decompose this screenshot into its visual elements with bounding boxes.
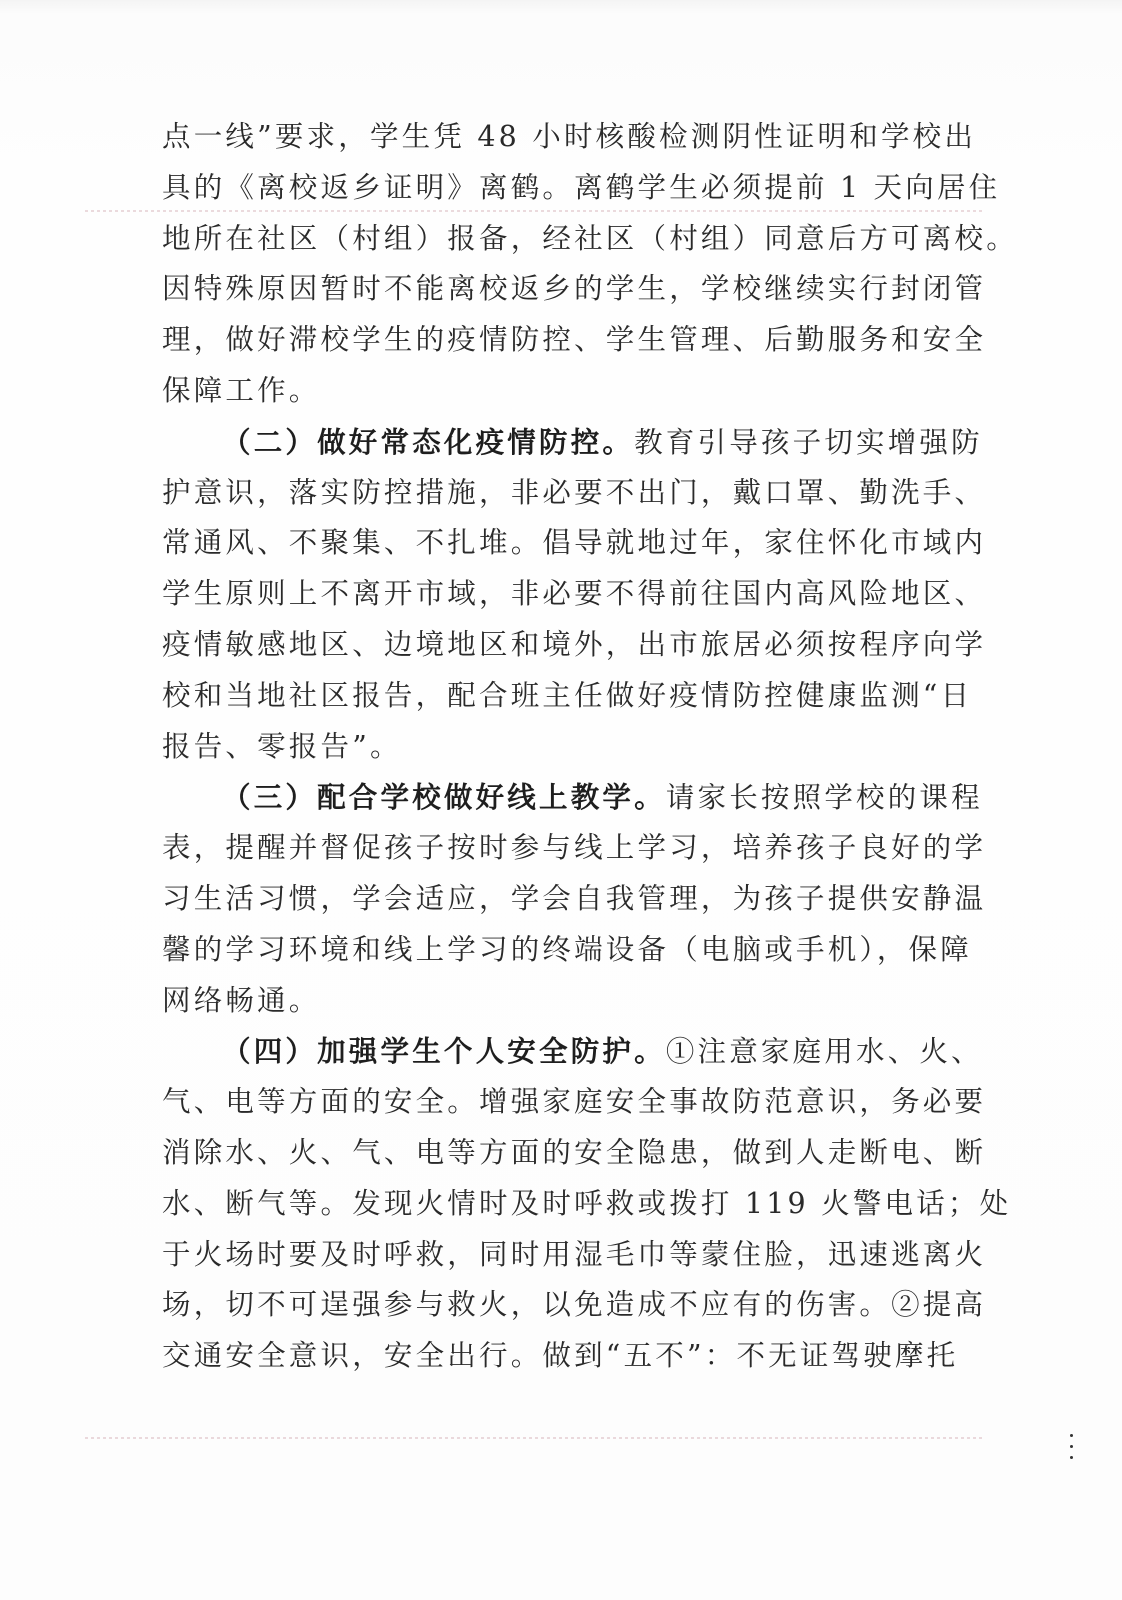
text-line: 护意识，落实防控措施，非必要不出门，戴口罩、勤洗手、 — [162, 475, 987, 509]
speck — [1070, 1445, 1073, 1448]
text-line — [162, 417, 983, 468]
text-span: 教育引导孩子切实增强防 — [634, 425, 983, 459]
text-line: 场，切不可逞强参与救火，以免造成不应有的伤害。②提高 — [162, 1288, 987, 1322]
section-heading: （三）配合学校做好线上教学。 — [222, 780, 666, 815]
text-line: 网络畅通。 — [162, 983, 321, 1017]
text-line: 地所在社区（村组）报备，经社区（村组）同意后方可离校。 — [162, 221, 1018, 255]
section-heading: （二）做好常态化疫情防控。 — [222, 424, 635, 459]
text-line: 理，做好滞校学生的疫情防控、学生管理、后勤服务和安全 — [162, 323, 987, 357]
section-online-teaching — [162, 772, 987, 1026]
text-line: 消除水、火、气、电等方面的安全隐患，做到人走断电、断 — [162, 1135, 987, 1169]
text-span: 请家长按照学校的课程 — [665, 781, 983, 815]
text-line — [162, 772, 983, 823]
text-line: 点一线”要求，学生凭 48 小时核酸检测阴性证明和学校出 — [162, 120, 977, 153]
text-line: 学生原则上不离开市域，非必要不得前往国内高风险地区、 — [162, 577, 987, 611]
text-line: 习生活习惯，学会适应，学会自我管理，为孩子提供安静温 — [162, 881, 987, 915]
scan-speck-marks — [1070, 1434, 1076, 1467]
paragraph-continuation — [162, 112, 1018, 417]
section-epidemic-prevention — [162, 417, 987, 773]
text-span: ①注意家庭用水、火、 — [665, 1035, 983, 1069]
speck — [1070, 1434, 1073, 1437]
text-line: 具的《离校返乡证明》离鹤。离鹤学生必须提前 1 天向居住 — [162, 170, 1001, 204]
text-line: 馨的学习环境和线上学习的终端设备（电脑或手机），保障 — [162, 932, 972, 966]
text-line: 交通安全意识，安全出行。做到“五不”：不无证驾驶摩托 — [162, 1339, 959, 1373]
show-through-rule — [85, 1437, 985, 1439]
section-personal-safety — [162, 1026, 1012, 1382]
speck — [1070, 1456, 1073, 1459]
text-line: 保障工作。 — [162, 373, 321, 407]
text-line: 气、电等方面的安全。增强家庭安全事故防范意识，务必要 — [162, 1085, 987, 1119]
text-line: 常通风、不聚集、不扎堆。倡导就地过年，家住怀化市域内 — [162, 526, 987, 560]
text-line: 疫情敏感地区、边境地区和境外，出市旅居必须按程序向学 — [162, 627, 987, 661]
text-line — [162, 1026, 983, 1077]
document-body — [162, 112, 1018, 1382]
text-line: 于火场时要及时呼救，同时用湿毛巾等蒙住脸，迅速逃离火 — [162, 1237, 987, 1271]
text-line: 因特殊原因暂时不能离校返乡的学生，学校继续实行封闭管 — [162, 272, 987, 306]
section-heading: （四）加强学生个人安全防护。 — [222, 1034, 666, 1069]
text-line: 水、断气等。发现火情时及时呼救或拨打 119 火警电话；处 — [162, 1186, 1012, 1220]
text-line: 表，提醒并督促孩子按时参与线上学习，培养孩子良好的学 — [162, 831, 987, 865]
text-line: 报告、零报告”。 — [162, 729, 402, 763]
text-line: 校和当地社区报告，配合班主任做好疫情防控健康监测“日 — [162, 678, 973, 712]
